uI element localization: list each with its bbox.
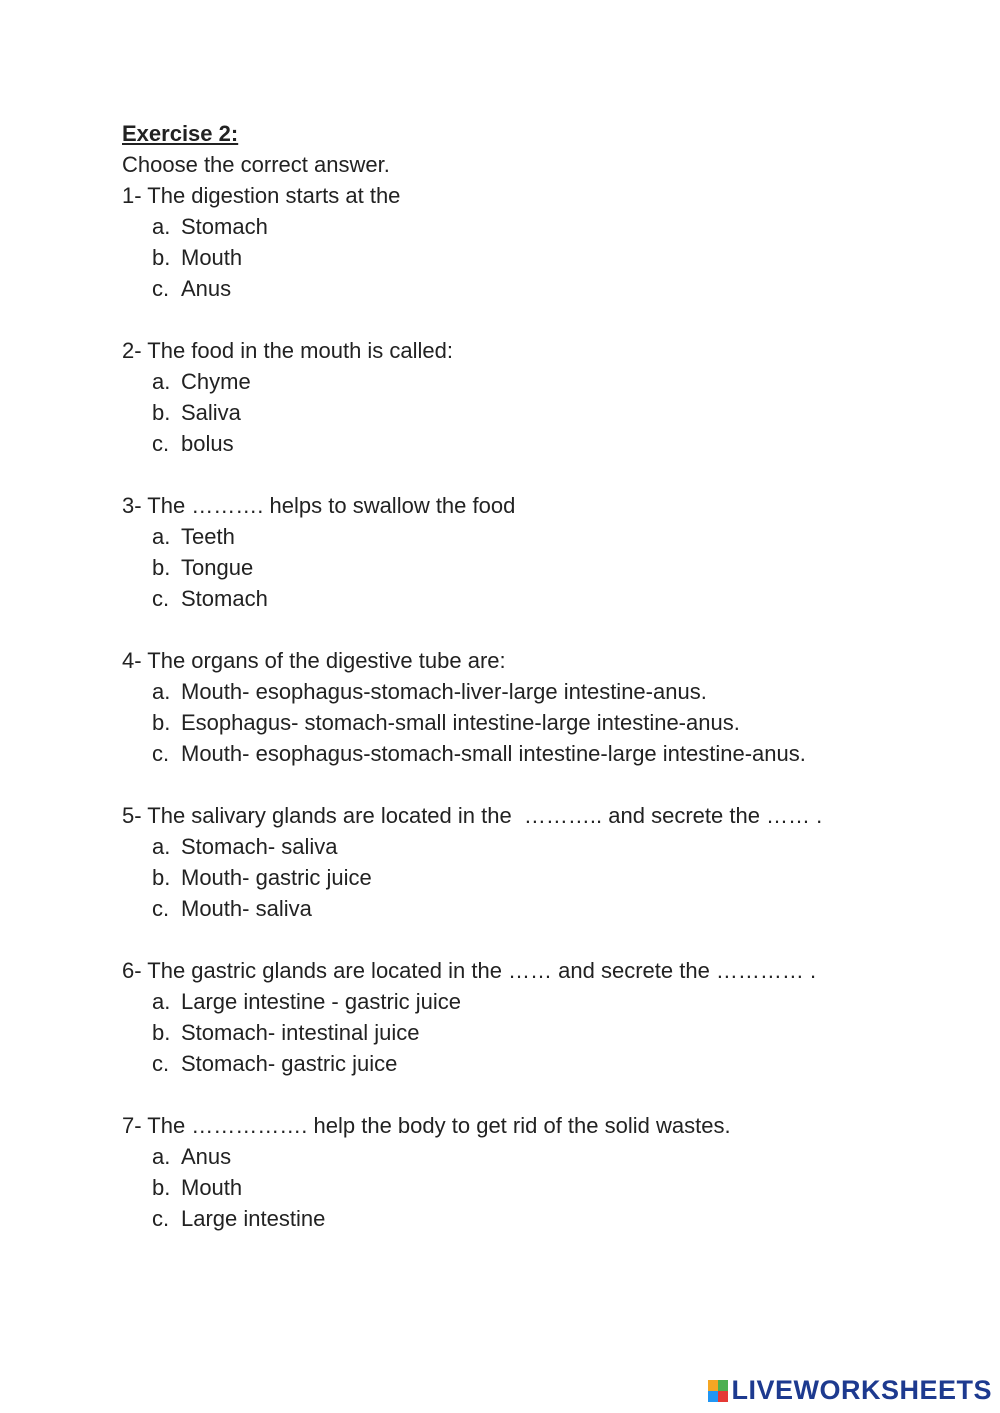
answer-option[interactable] (152, 397, 972, 428)
liveworksheets-logo-icon (708, 1380, 728, 1402)
question-text: 1- The digestion starts at the (122, 183, 401, 208)
exercise-title: Exercise 2: (122, 121, 239, 146)
question-5 (122, 800, 972, 924)
answer-options (122, 366, 972, 459)
liveworksheets-brand (708, 1375, 992, 1406)
option-letter: a. (152, 524, 171, 549)
option-text: Mouth- esophagus-stomach-small intestine-large intestine-anus. (181, 741, 806, 766)
answer-option[interactable] (152, 428, 972, 459)
answer-option[interactable] (152, 521, 972, 552)
option-text: Stomach (181, 214, 268, 239)
answer-option[interactable] (152, 707, 972, 738)
option-letter: b. (152, 1020, 171, 1045)
option-letter: c. (152, 1051, 170, 1076)
option-text: Large intestine - gastric juice (181, 989, 462, 1014)
answer-options (122, 1141, 972, 1234)
question-6 (122, 955, 972, 1079)
option-letter: b. (152, 1175, 171, 1200)
option-letter: b. (152, 245, 171, 270)
worksheet (122, 118, 972, 1265)
question-text: 4- The organs of the digestive tube are: (122, 648, 506, 673)
answer-option[interactable] (152, 1141, 972, 1172)
question-text: 2- The food in the mouth is called: (122, 338, 454, 363)
option-letter: c. (152, 1206, 170, 1231)
option-letter: a. (152, 1144, 171, 1169)
question-2 (122, 335, 972, 459)
option-text: Mouth (181, 245, 243, 270)
answer-options (122, 521, 972, 614)
option-letter: c. (152, 741, 170, 766)
question-4 (122, 645, 972, 769)
answer-option[interactable] (152, 831, 972, 862)
answer-option[interactable] (152, 1048, 972, 1079)
option-letter: a. (152, 369, 171, 394)
question-text: 3- The ………. helps to swallow the food (122, 493, 516, 518)
option-text: Stomach- gastric juice (181, 1051, 398, 1076)
option-text: Tongue (181, 555, 254, 580)
answer-option[interactable] (152, 583, 972, 614)
option-text: Anus (181, 1144, 232, 1169)
option-text: Mouth- esophagus-stomach-liver-large intestine-anus. (181, 679, 707, 704)
option-letter: a. (152, 214, 171, 239)
answer-option[interactable] (152, 552, 972, 583)
option-letter: c. (152, 431, 170, 456)
answer-option[interactable] (152, 986, 972, 1017)
brand-name: LIVEWORKSHEETS (731, 1375, 992, 1405)
option-text: Mouth- gastric juice (181, 865, 372, 890)
question-list (122, 180, 972, 1234)
question-text: 7- The ……………. help the body to get rid of the solid wastes. (122, 1113, 731, 1138)
option-text: Esophagus- stomach-small intestine-large intestine-anus. (181, 710, 740, 735)
answer-option[interactable] (152, 1172, 972, 1203)
exercise-instruction: Choose the correct answer. (122, 152, 390, 177)
option-text: Chyme (181, 369, 251, 394)
option-text: Mouth- saliva (181, 896, 312, 921)
answer-options (122, 986, 972, 1079)
option-text: Stomach- saliva (181, 834, 338, 859)
option-text: Anus (181, 276, 232, 301)
answer-option[interactable] (152, 862, 972, 893)
answer-option[interactable] (152, 676, 972, 707)
option-letter: a. (152, 989, 171, 1014)
answer-option[interactable] (152, 738, 972, 769)
answer-option[interactable] (152, 893, 972, 924)
question-1 (122, 180, 972, 304)
answer-options (122, 831, 972, 924)
option-text: Stomach (181, 586, 268, 611)
question-text: 5- The salivary glands are located in the ……….. and secrete the …… . (122, 803, 823, 828)
answer-option[interactable] (152, 273, 972, 304)
answer-option[interactable] (152, 211, 972, 242)
option-letter: c. (152, 586, 170, 611)
option-letter: b. (152, 555, 171, 580)
option-letter: c. (152, 276, 170, 301)
option-text: Teeth (181, 524, 235, 549)
option-text: Large intestine (181, 1206, 326, 1231)
option-letter: a. (152, 679, 171, 704)
option-letter: a. (152, 834, 171, 859)
option-text: Saliva (181, 400, 241, 425)
answer-option[interactable] (152, 366, 972, 397)
option-letter: b. (152, 400, 171, 425)
question-3 (122, 490, 972, 614)
question-7 (122, 1110, 972, 1234)
answer-options (122, 676, 972, 769)
answer-option[interactable] (152, 1017, 972, 1048)
option-letter: b. (152, 865, 171, 890)
option-letter: c. (152, 896, 170, 921)
answer-options (122, 211, 972, 304)
option-text: Mouth (181, 1175, 243, 1200)
question-text: 6- The gastric glands are located in the …… and secrete the ………… . (122, 958, 817, 983)
option-text: bolus (181, 431, 234, 456)
answer-option[interactable] (152, 1203, 972, 1234)
answer-option[interactable] (152, 242, 972, 273)
option-letter: b. (152, 710, 171, 735)
option-text: Stomach- intestinal juice (181, 1020, 420, 1045)
